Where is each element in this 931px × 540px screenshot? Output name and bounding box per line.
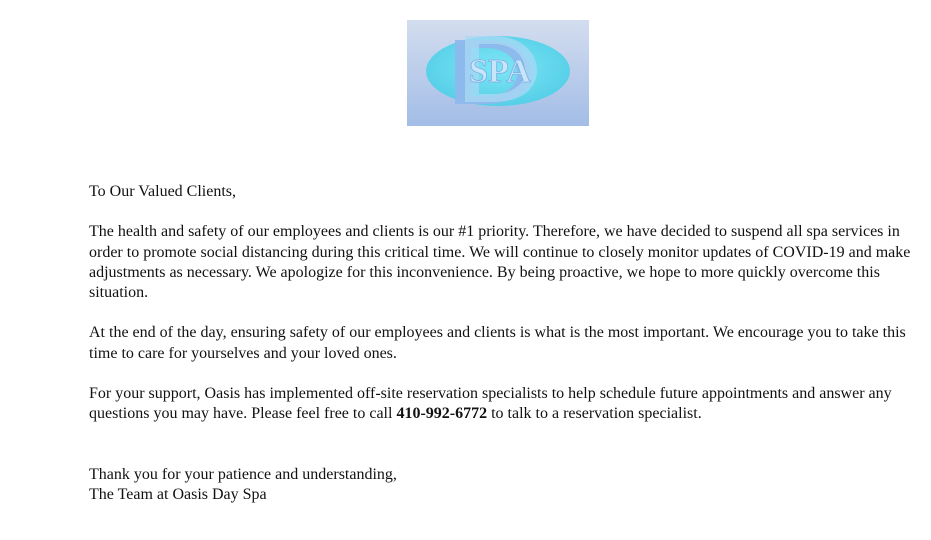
oasis-day-spa-logo <box>407 20 589 126</box>
letter-signature: The Team at Oasis Day Spa <box>89 485 267 503</box>
letter-paragraph-2: At the end of the day, ensuring safety of our employees and clients is what is the most important. We encourage you to take this time to care for yourselves and your loved ones. <box>89 324 906 362</box>
phone-number: 410-992-6772 <box>396 405 488 423</box>
paragraph-3-text-after: to talk to a reservation specialist. <box>487 405 702 423</box>
letter-paragraph-1: The health and safety of our employees and clients is our #1 priority. Therefore, we have decided to suspend all spa services in order to promote social distancing during this critical time. We will continue to closely monitor updates of COVID-19 and make adjustments as necessary. We apologize for this inconvenience. By being proactive, we hope to more quickly overcome this situation. <box>89 223 911 302</box>
letter-body <box>89 182 919 505</box>
paragraph-3-text-before: For your support, Oasis has implemented off-site reservation specialists to help schedule future appointments and answer any questions you may have. Please feel free to call <box>89 385 892 423</box>
letter-paragraph-3 <box>89 384 919 425</box>
spa-logo-graphic <box>407 20 589 126</box>
letter-greeting: To Our Valued Clients, <box>89 183 237 200</box>
logo-wordmark: SPA <box>469 53 531 90</box>
letter-closing: Thank you for your patience and understanding, <box>89 465 397 483</box>
